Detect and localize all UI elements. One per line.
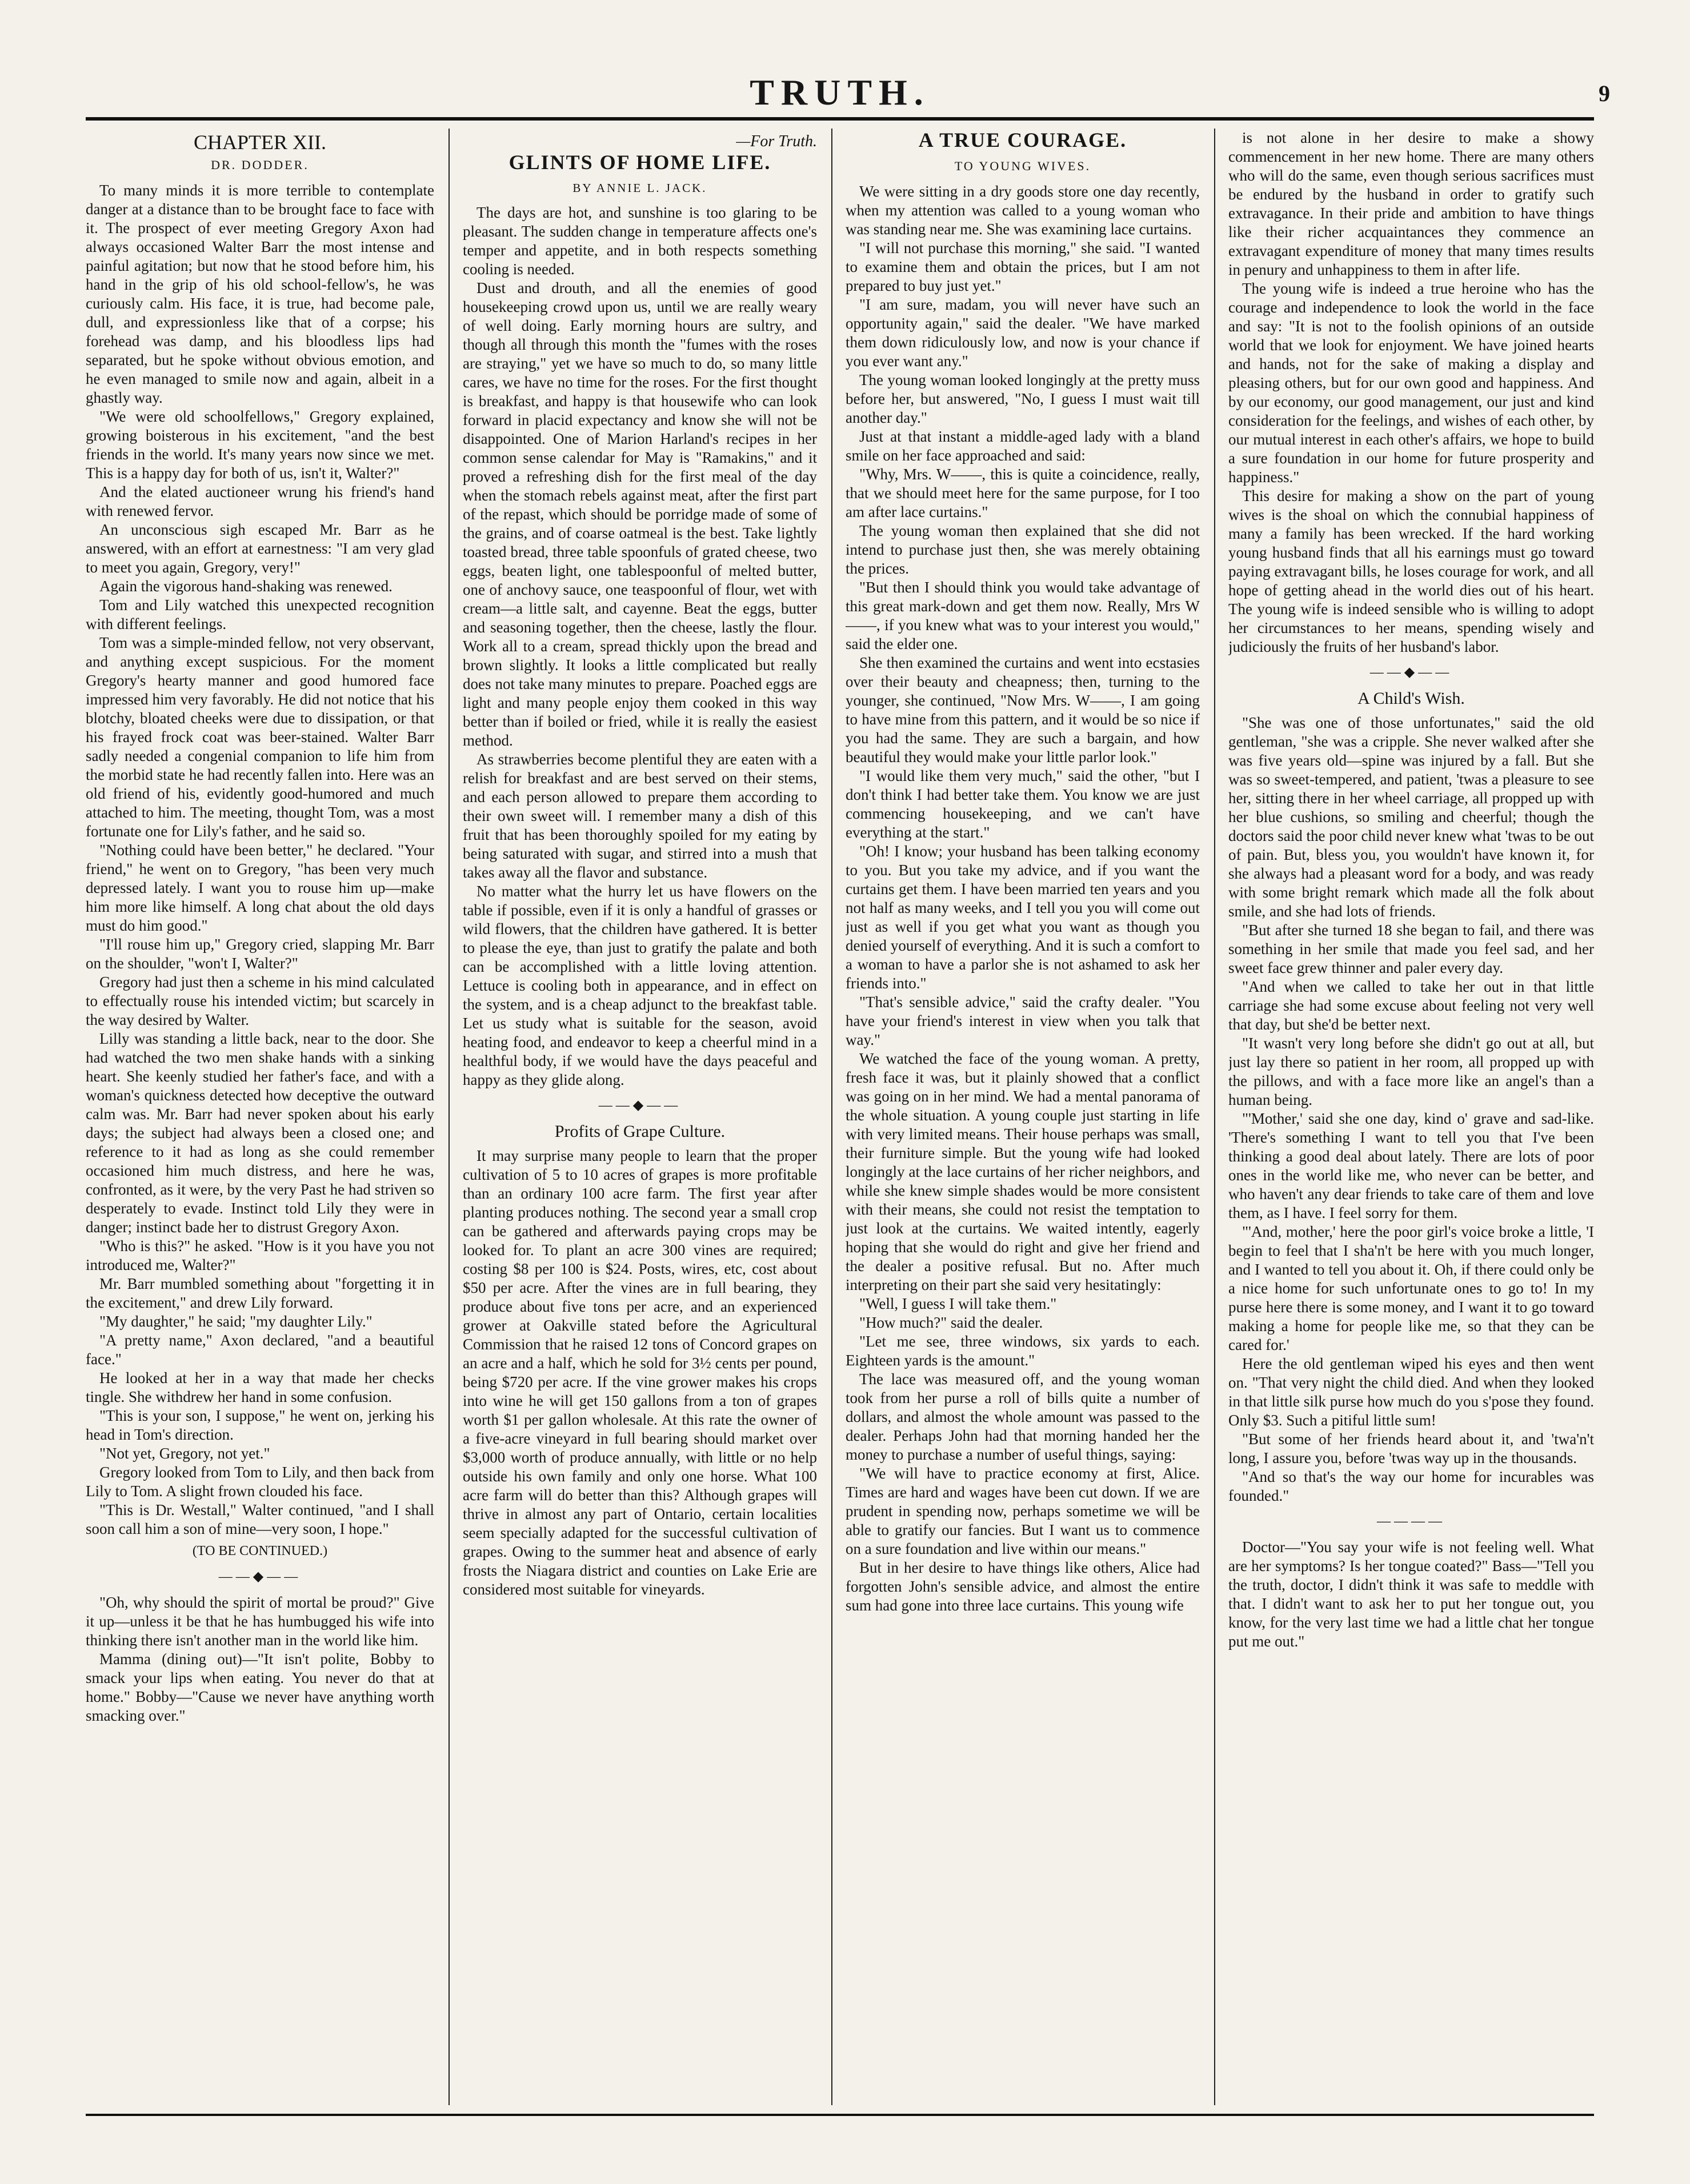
paragraph: "That's sensible advice," said the crafty dealer. "You have your friend's interest in view when you talk that way." [846,993,1200,1048]
column-divider [1214,129,1215,2105]
ornament-divider: ——◆—— [1369,665,1453,680]
paragraph: "And when we called to take her out in that little carriage she had some excuse about feeling not very well that day, but she'd be better next. [1228,978,1594,1033]
paragraph: No matter what the hurry let us have flowers on the table if possible, even if it is only a handful of grasses or wild flowers, that the children have gathered. It is better to please the eye, than just to gratify the palate and both can be accomplished with a little loving attention. Lettuce is cooling both in appearance, and in effect on the system, and is a cheap adjunct to the breakfast table. Let us study what is suitable for the season, avoid heating food, and endeavor to keep a cheerful mind in a healthful body, if we would have the days peaceful and happy as they glide along. [463,883,817,1088]
section-body [463,1147,817,1599]
paragraph: Mamma (dining out)—"It isn't polite, Bobby to smack your lips when eating. You never do that at home." Bobby—"Cause we never have anything worth smacking over." [86,1650,434,1724]
paragraph: Again the vigorous hand-shaking was renewed. [99,578,393,595]
paragraph: This desire for making a show on the part of young wives is the shoal on which the connubial happiness of many a family has been wrecked. If the hard working young husband finds that all his earnings must go toward paying extravagant bills, he loses courage for work, and all hope of getting ahead in the world dies out of his heart. The young wife is indeed sensible who is willing to adopt her circumstances to her means, spending wisely and judiciously the fruits of her husband's labor. [1228,487,1594,655]
chapter-heading: CHAPTER XII. [194,131,326,154]
bottom-rule [86,2114,1594,2116]
section-body [1228,714,1594,1505]
paragraph: The young wife is indeed a true heroine who has the courage and independence to look the world in the face and say: "It is not to the foolish opinions of an outside world that we look for enjoyment. We have joined hearts and hands, not for the sake of making a display and pleasing others, but for our own good and happiness. And by our economy, our good management, our just and kind consideration for the feelings, and wishes of each other, by our mutual interest in each other's affairs, we hope to build a sure foundation in our home for future prosperity and happiness." [1228,280,1594,486]
columns [86,129,1594,2105]
ornament-divider: ——◆—— [598,1098,682,1113]
filler-items [1228,1538,1594,1651]
paragraph: To many minds it is more terrible to contemplate danger at a distance than to be brought face to face with it. The prospect of ever meeting Gregory Axon had always occasioned Walter Barr the most intense and painful agitation; but now that he stood before him, his hand in the grip of his old school-fellow's, he was curiously calm. His face, it is true, had become pale, dull, and expressionless like that of a corpse; his forehead was damp, and his bloodless lips had separated, but he spoke without obvious emotion, and he even managed to smile now and again, albeit in a ghastly way. [86,182,434,406]
paragraph: "'And, mother,' here the poor girl's voice broke a little, 'I begin to feel that I sha'n't be here with you much longer, and I wanted to tell you about it. Oh, if there could only be a nice home for such unfortunate ones to go to! In my purse here there is some money, and I want it to go toward making a home for people like me, so that they can be cared for.' [1228,1223,1594,1353]
paragraph: "We will have to practice economy at first, Alice. Times are hard and wages have been cut down. If we are prudent in spending now, perhaps sometime we will be able to gratify our fancies. But I want us to commence on a sure foundation and live within our means." [846,1465,1200,1557]
paragraph: "I am sure, madam, you will never have such an opportunity again," said the dealer. "We have marked them down ridiculously low, and now is your chance if you ever want any." [846,296,1200,370]
column-3 [846,129,1200,2105]
paragraph: "A pretty name," Axon declared, "and a beautiful face." [86,1332,434,1368]
paragraph: "This is your son, I suppose," he went on, jerking his head in Tom's direction. [86,1407,434,1443]
paragraph: Doctor—"You say your wife is not feeling well. What are her symptoms? Is her tongue coated?" Bass—"Tell you the truth, doctor, I didn't think it was safe to meddle with that. I didn't want to ask her to put her tongue out, you know, for the very last time we had a little chat her tongue put me out." [1228,1538,1594,1650]
paragraph: "Let me see, three windows, six yards to each. Eighteen yards is the amount." [846,1333,1200,1369]
masthead-rule [86,117,1594,121]
paragraph: "I'll rouse him up," Gregory cried, slapping Mr. Barr on the shoulder, "won't I, Walter?" [86,936,434,972]
paragraph: "I will not purchase this morning," she said. "I wanted to examine them and obtain the prices, but I am not prepared to buy just yet." [846,239,1200,294]
paragraph: "It wasn't very long before she didn't go out at all, but just lay there so patient in her room, all propped up with the pillows, and with a face more like an angel's than a human being. [1228,1035,1594,1108]
filler-items [86,1593,434,1725]
paragraph: "This is Dr. Westall," Walter continued, "and I shall soon call him a son of mine—very soon, I hope." [86,1501,434,1537]
article-subheading: TO YOUNG WIVES. [954,159,1091,173]
paragraph: "How much?" said the dealer. [859,1314,1043,1331]
paragraph: "Who is this?" he asked. "How is it you have you not introduced me, Walter?" [86,1237,434,1273]
section-title: Profits of Grape Culture. [554,1122,726,1141]
paragraph: We watched the face of the young woman. A pretty, fresh face it was, but it plainly showed that a conflict was going on in her mind. We had a mental panorama of the whole situation. A young couple just starting in life with very limited means. Their house perhaps was small, their furniture simple. But the young wife had looked longingly at the lace curtains of her richer neighbors, and while she knew simple shades would be more consistent with their means, she could not resist the temptation to just look at the curtains. We waited intently, eagerly hoping that she would do right and give her friend and the dealer a positive refusal. But no. After much interpreting on their part she said very hesitatingly: [846,1050,1200,1293]
paragraph: "My daughter," he said; "my daughter Lily." [99,1313,373,1330]
article-body [463,203,817,1089]
article-byline: BY ANNIE L. JACK. [572,181,707,195]
paragraph: "'Mother,' said she one day, kind o' grave and sad-like. 'There's something I want to tell you that I've been thinking a good deal about lately. There are lots of poor ones in the world like me, who never can be better, and who haven't any dear friends to take care of them and love them, as I have. I feel sorry for them. [1228,1110,1594,1221]
story-body [86,181,434,1538]
paragraph: An unconscious sigh escaped Mr. Barr as he answered, with an effort at earnestness: "I am very glad to meet you again, Gregory, very!" [86,521,434,576]
article-body [846,182,1200,1615]
ornament-divider: ———— [1377,1514,1445,1529]
paragraph: It may surprise many people to learn that the proper cultivation of 5 to 10 acres of grapes is more profitable than an ordinary 100 acre farm. The first year after planting produces nothing. The second year a small crop can be gathered and afterwards paying crops may be looked for. To plant an acre 300 vines are required; costing $8 per 100 is $24. Posts, wires, etc, cost about $50 per acre. After the vines are in full bearing, they produce about five tons per acre, and an experienced grower at Oakville stated before the Agricultural Commission that he raised 12 tons of Concord grapes on an acre and a half, which he sold for 3½ cents per pound, being $720 per acre. If the vine grower makes his crops into wine he will get 150 gallons from a ton of grapes worth $1 per gallon wholesale. At this rate the owner of a five-acre vineyard in full bearing should market over $3,000 worth of produce annually, with little or no help outside his own family and only one horse. What 100 acre farm will do better than this? Although grapes will thrive in almost any part of Ontario, certain localities seem specially adapted for the successful cultivation of grapes. Owing to the summer heat and absence of early frosts the Niagara district and counties on Lake Erie are considered most suitable for vineyards. [463,1147,817,1598]
paragraph: Tom was a simple-minded fellow, not very observant, and anything except suspicious. For the moment Gregory's hearty manner and good humored face impressed him very favorably. He did not notice that his blotchy, bloated cheeks were due to dissipation, or that his frayed frock coat was beer-stained. Walter Barr sadly needed a congenial companion to life him from the morbid state he had recently fallen into. Here was an old friend of his, evidently good-humored and much attached to him. The meeting, thought Tom, was a most fortunate one for Lily's father, and he said so. [86,634,434,840]
paragraph: Gregory looked from Tom to Lily, and then back from Lily to Tom. A slight frown clouded his face. [86,1464,434,1500]
article-continuation [1228,129,1594,656]
continued-note: (TO BE CONTINUED.) [192,1544,328,1558]
paragraph: Dust and drouth, and all the enemies of good housekeeping crowd upon us, until we are really weary of well doing. Early morning hours are sultry, and though all through this month the "fumes with the roses are straying," yet we have so much to do, so many little cares, we have no time for the roses. For the first thought is breakfast, and happy is that housewife who can look forward in placid expectancy and know she will not be disappointed. One of Marion Harland's recipes in her common sense calendar for May is "Ramakins," and it proved a refreshing dish for the first meal of the day when the stomach rebels against meat, after the first part of the repast, which should be porridge made of some of the grains, and of coarse oatmeal is the best. Take lightly toasted bread, three table spoonfuls of grated cheese, two eggs, beaten light, one tablespoonful of melted butter, one of anchovy sauce, one teaspoonful of flour, wet with cream—a little salt, and cayenne. Beat the eggs, butter and seasoning together, then the cheese, lastly the flour. Work all to a cream, spread thickly upon the bread and brown slightly. It looks a little complicated but really does not take many minutes to prepare. Poached eggs are light and many people enjoy them cooked in this way better than if boiled or fried, while it is really the easiest method. [463,279,817,749]
paragraph: "She was one of those unfortunates," said the old gentleman, "she was a cripple. She never walked after she was five years old—spine was injured by a fall. But she was so sweet-tempered, and patient, 'twas a pleasure to see her, sitting there in her wheel carriage, all propped up with her blue cushions, so smiling and cheerful; though the doctors said the poor child never knew what 'twas to be out of pain. But, bless you, you wouldn't have known it, for she always had a pleasant word for a body, and was ready with some bright remark which made all the folk about smile, and she had lots of friends. [1228,714,1594,920]
page-number: 9 [1599,81,1610,106]
paragraph: Lilly was standing a little back, near to the door. She had watched the two men shake hands with a sinking heart. She keenly studied her father's face, and with a woman's quickness detected how deceptive the outward calm was. Mr. Barr had never spoken about his early days; the subject had always been a closed one; and reference to it had as long as she could remember occasioned him much distress, and here he was, confronted, as it were, by the very Past he had striven so desperately to evade. Instinct told Lily they were in danger; instinct bade her to distrust Gregory Axon. [86,1030,434,1236]
paragraph: "But some of her friends heard about it, and 'twa'n't long, I assure you, before 'twas way up in the thousands. [1228,1430,1594,1466]
paragraph: The young woman looked longingly at the pretty muss before her, but answered, "No, I guess I must wait till another day." [846,371,1200,426]
paragraph: We were sitting in a dry goods store one day recently, when my attention was called to a young woman who was standing near me. She was examining lace curtains. [846,183,1200,238]
column-divider [831,129,832,2105]
paragraph: Gregory had just then a scheme in his mind calculated to effectually rouse his intended victim; but scarcely in the way desired by Walter. [86,973,434,1028]
paragraph: She then examined the curtains and went into ecstasies over their beauty and cheapness; then, turning to the younger, she continued, "Now Mrs. W——, I am going to have mine from this pattern, and it would be so nice if you had the same. They are such a bargain, and how beautiful they would make your little parlor look." [846,654,1200,766]
column-divider [448,129,450,2105]
paragraph: "Oh, why should the spirit of mortal be proud?" Give it up—unless it be that he has humbugged his wife into thinking there isn't another man in the world like him. [86,1594,434,1649]
paragraph: is not alone in her desire to make a showy commencement in her new home. There are many others who will do the same, even though serious sacrifices must be endured by the husband in order to gratify such extravagance. In their pride and ambition to have things like their richer acquaintances they commence an extravagant expenditure of money that many times results in penury and unhappiness to them in after life. [1228,129,1594,278]
chapter-subheading: DR. DODDER. [211,158,309,172]
paragraph: Tom and Lily watched this unexpected recognition with different feelings. [86,596,434,632]
paragraph: "And so that's the way our home for incurables was founded." [1228,1468,1594,1504]
paragraph: "But after she turned 18 she began to fail, and there was something in her smile that made you feel sad, and her sweet face grew thinner and paler every day. [1228,921,1594,976]
column-2 [463,129,817,2105]
column-1 [86,129,434,2105]
paragraph: "I would like them very much," said the other, "but I don't think I had better take them. You know we are just commencing housekeeping, and we can't have everything at the start." [846,767,1200,841]
for-truth-note: —For Truth. [736,133,817,150]
paragraph: "Not yet, Gregory, not yet." [99,1445,270,1462]
article-title: A TRUE COURAGE. [918,129,1127,151]
paragraph: "But then I should think you would take advantage of this great mark-down and get them now. Really, Mrs W——, if you knew what was to your interest you would," said the elder one. [846,579,1200,652]
column-4 [1228,129,1594,2105]
paragraph: And the elated auctioneer wrung his friend's hand with renewed fervor. [86,483,434,519]
paragraph: But in her desire to have things like others, Alice had forgotten John's sensible advice, and almost the entire sum had gone into three lace curtains. This young wife [846,1559,1200,1614]
paragraph: "Well, I guess I will take them." [859,1295,1057,1312]
paragraph: The lace was measured off, and the young woman took from her purse a roll of bills quite a number of dollars, and almost the whole amount was passed to the dealer. Perhaps John had that morning handed her the money to purchase a number of useful things, saying: [846,1370,1200,1463]
section-title: A Child's Wish. [1357,689,1465,708]
paragraph: Just at that instant a middle-aged lady with a bland smile on her face approached and said: [846,428,1200,464]
paragraph: Mr. Barr mumbled something about "forgetting it in the excitement," and drew Lily forward. [86,1275,434,1311]
paragraph: As strawberries become plentiful they are eaten with a relish for breakfast and are best served on their stems, and each person allowed to prepare them according to their own sweet will. I remember many a dish of this fruit that has been thoroughly spoiled for my eating by being saturated with sugar, and stirred into a mush that takes away all the flavor and substance. [463,751,817,881]
paragraph: The days are hot, and sunshine is too glaring to be pleasant. The sudden change in temperature affects one's temper and appetite, and in both respects something cooling is needed. [463,204,817,278]
article-title: GLINTS OF HOME LIFE. [508,151,771,174]
paragraph: "Nothing could have been better," he declared. "Your friend," he went on to Gregory, "has been very much depressed lately. I want you to rouse him up—make him more like himself. A long chat about the old days must do him good." [86,841,434,934]
paragraph: Here the old gentleman wiped his eyes and then went on. "That very night the child died. And when they looked in that little silk purse how much do you s'pose they found. Only $3. Such a pitiful little sum! [1228,1355,1594,1429]
masthead-title: TRUTH. [750,72,930,113]
paragraph: "Oh! I know; your husband has been talking economy to you. But you take my advice, and if you want the curtains get them. I have been married ten years and you not half as many weeks, and I tell you you will come out just as well if you get what you want as though you denied yourself of everything. And it is such a comfort to a woman to have a parlor she is not ashamed to ask her friends into." [846,843,1200,992]
paragraph: The young woman then explained that she did not intend to purchase just then, she was merely obtaining the prices. [846,522,1200,577]
paragraph: He looked at her in a way that made her checks tingle. She withdrew her hand in some confusion. [86,1369,434,1405]
paragraph: "Why, Mrs. W——, this is quite a coincidence, really, that we should meet here for the same purpose, for I too am after lace curtains." [846,466,1200,520]
paragraph: "We were old schoolfellows," Gregory explained, growing boisterous in his excitement, "and the best friends in the world. It's many years now since we met. This is a happy day for both of us, isn't it, Walter?" [86,408,434,482]
ornament-divider: ——◆—— [218,1569,302,1584]
